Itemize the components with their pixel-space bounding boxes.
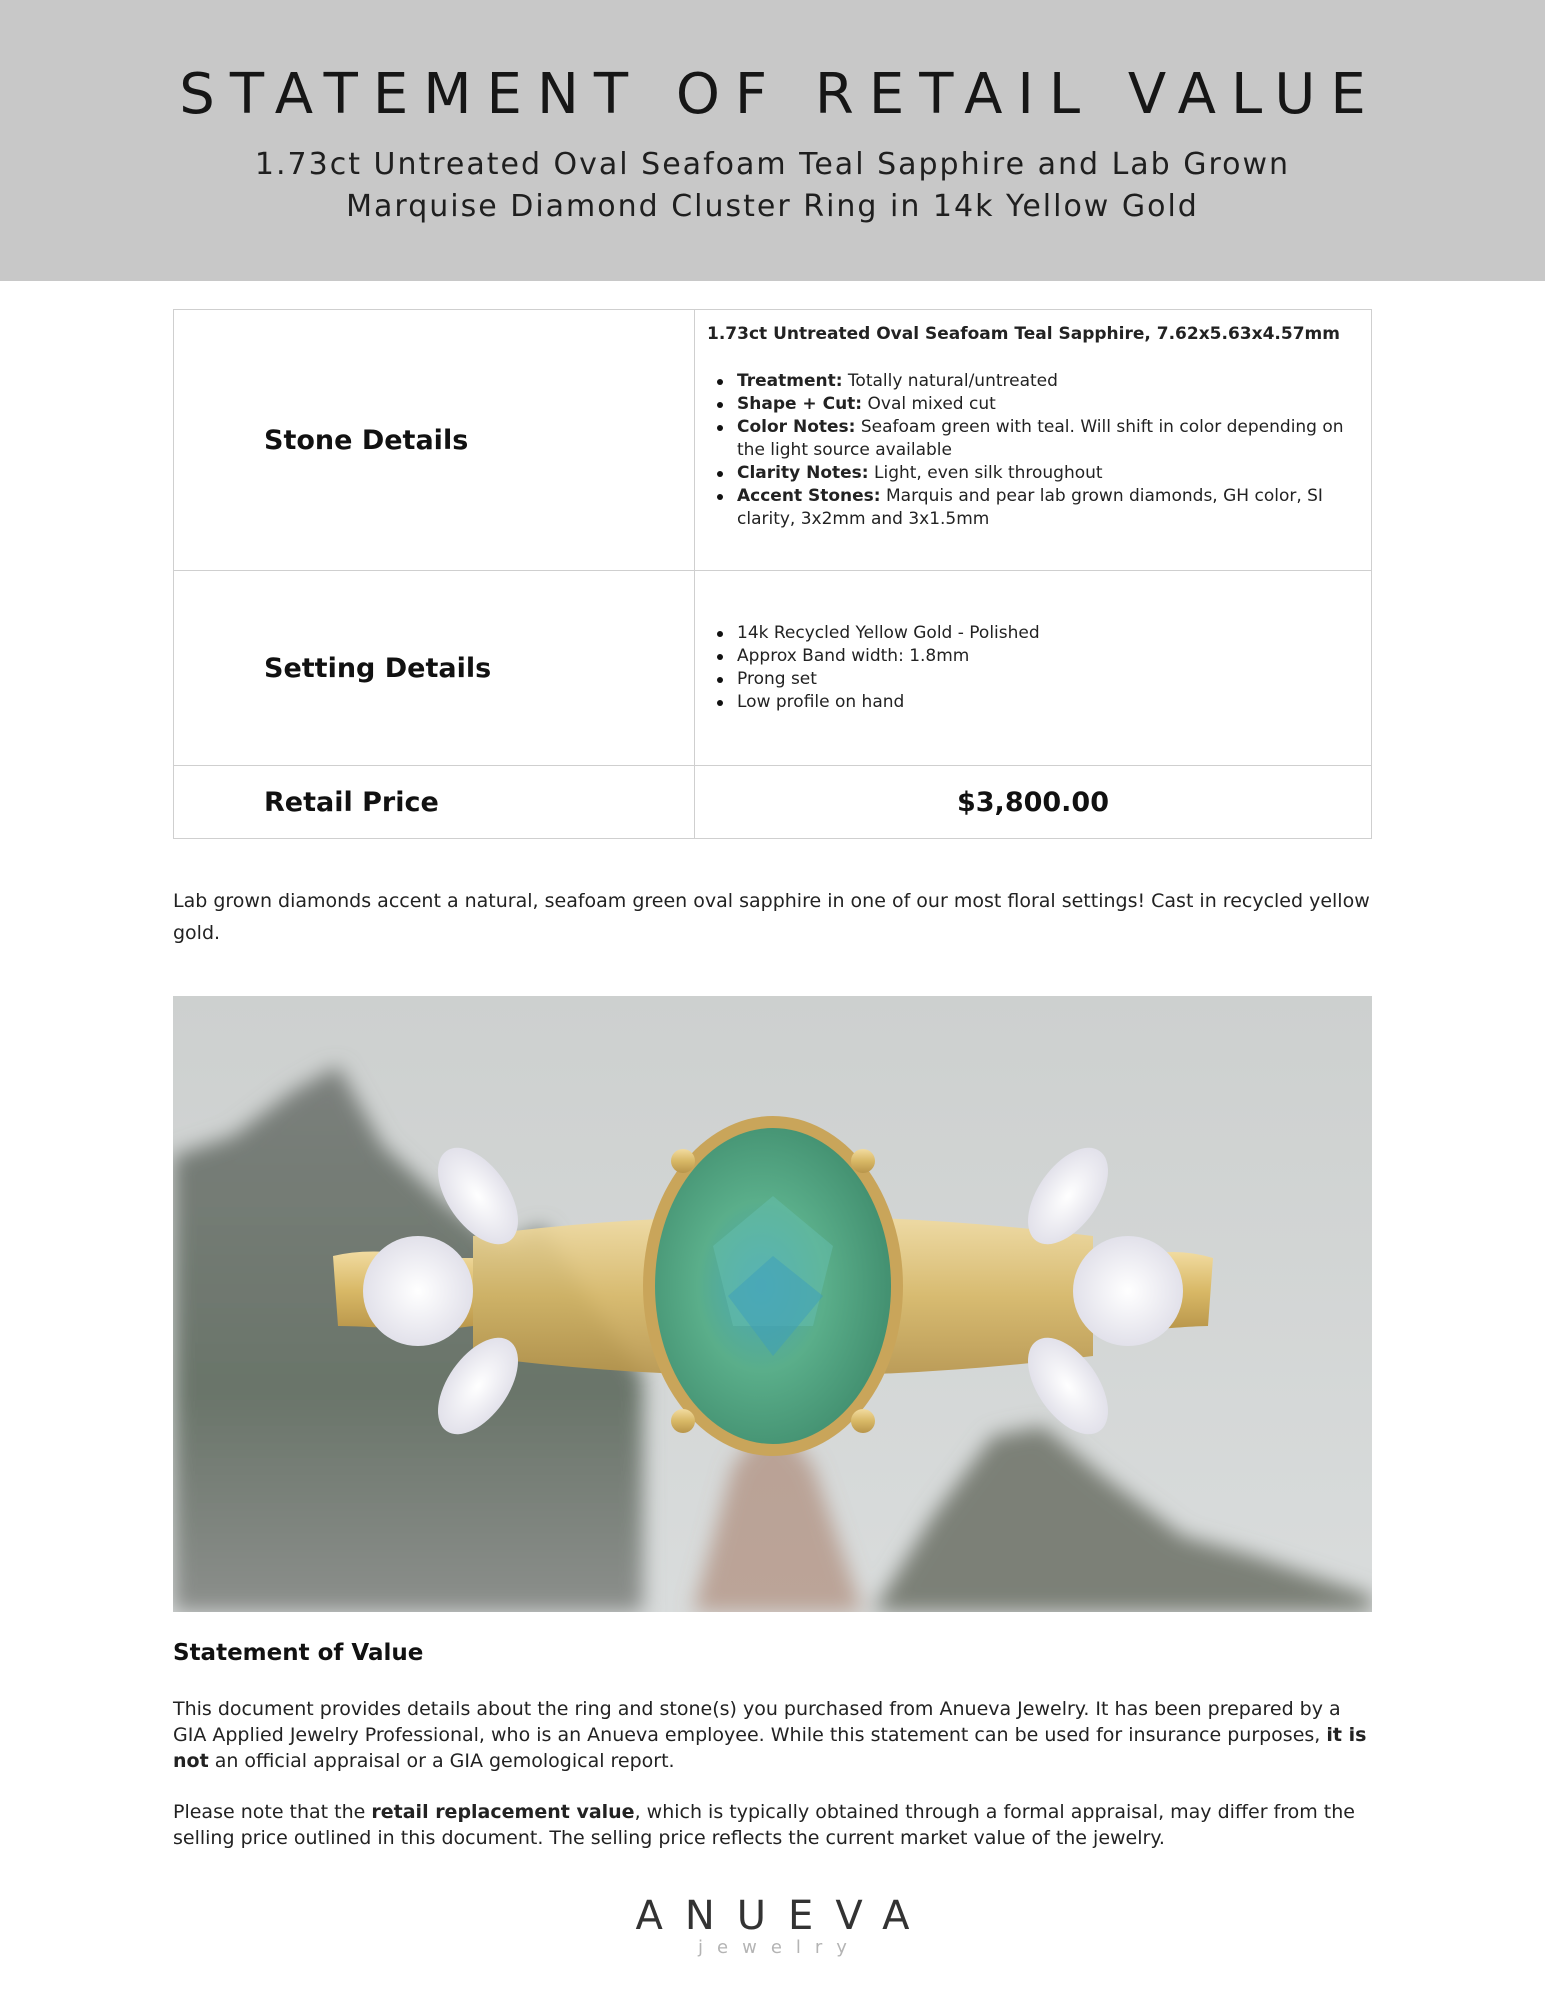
stone-details-label: Stone Details <box>174 310 695 571</box>
item-text: Seafoam green with teal. Will shift in color depending on the light source available <box>737 417 1344 460</box>
setting-details-list <box>707 622 1359 714</box>
text-span: This document provides details about the ring and stone(s) you purchased from Anueva Jewelry. It has been prepared by a GIA Applied Jewelry Professional, who is an Anueva employee. While this statement can be used for insurance purposes, <box>173 1698 1341 1746</box>
retail-price-value: $3,800.00 <box>695 766 1372 839</box>
subtitle-line-1: 1.73ct Untreated Oval Seafoam Teal Sapphire and Lab Grown <box>254 147 1291 182</box>
list-item <box>707 393 1359 416</box>
list-item <box>707 485 1359 531</box>
list-item: Approx Band width: 1.8mm <box>707 645 1359 668</box>
list-item <box>707 416 1359 462</box>
ring <box>333 1116 1213 1456</box>
text-span: Please note that the <box>173 1801 372 1823</box>
statement-of-value-heading: Statement of Value <box>173 1640 424 1666</box>
list-item: Prong set <box>707 668 1359 691</box>
retail-price-row <box>174 766 1372 839</box>
text-span: , which is typically obtained through a formal appraisal, may differ from the selling price outlined in this document. The selling price reflects the current market value of the jewelry. <box>173 1801 1355 1849</box>
ring-photo <box>173 996 1372 1612</box>
emphasis-text: retail replacement value <box>371 1801 635 1823</box>
stone-details-list <box>707 370 1359 531</box>
list-item <box>707 462 1359 485</box>
logo-brand: ANUEVA <box>635 1893 932 1939</box>
product-description: Lab grown diamonds accent a natural, seafoam green oval sapphire in one of our most floral settings! Cast in recycled yellow gold. <box>173 890 1370 944</box>
item-key: Clarity Notes: <box>737 463 869 483</box>
setting-details-label: Setting Details <box>174 571 695 766</box>
statement-paragraph-2 <box>173 1799 1378 1851</box>
item-key: Shape + Cut: <box>737 394 863 414</box>
product-subtitle <box>0 144 1545 228</box>
item-text: Marquis and pear lab grown diamonds, GH color, SI clarity, 3x2mm and 3x1.5mm <box>737 486 1323 529</box>
document-title: STATEMENT OF RETAIL VALUE <box>179 62 1381 127</box>
text-span: an official appraisal or a GIA gemological report. <box>208 1750 675 1772</box>
stone-details-value <box>695 310 1372 571</box>
stone-details-row <box>174 310 1372 571</box>
statement-paragraph-1 <box>173 1696 1378 1774</box>
setting-details-value <box>695 571 1372 766</box>
list-item <box>707 370 1359 393</box>
item-key: Treatment: <box>737 371 843 391</box>
list-item: 14k Recycled Yellow Gold - Polished <box>707 622 1359 645</box>
item-text: Light, even silk throughout <box>868 463 1103 483</box>
setting-details-row <box>174 571 1372 766</box>
retail-price-label: Retail Price <box>174 766 695 839</box>
emphasis-text: it is not <box>173 1724 1367 1772</box>
details-table <box>173 309 1372 839</box>
subtitle-line-2: Marquise Diamond Cluster Ring in 14k Yellow Gold <box>346 189 1199 224</box>
anueva-logo <box>0 1893 1545 1958</box>
item-key: Color Notes: <box>737 417 856 437</box>
stone-title: 1.73ct Untreated Oval Seafoam Teal Sapphire, 7.62x5.63x4.57mm <box>707 324 1340 344</box>
item-text: Oval mixed cut <box>862 394 996 414</box>
logo-tagline: jewelry <box>698 1937 861 1958</box>
list-item: Low profile on hand <box>707 691 1359 714</box>
item-key: Accent Stones: <box>737 486 881 506</box>
item-text: Totally natural/untreated <box>842 371 1058 391</box>
page-header <box>0 0 1545 281</box>
